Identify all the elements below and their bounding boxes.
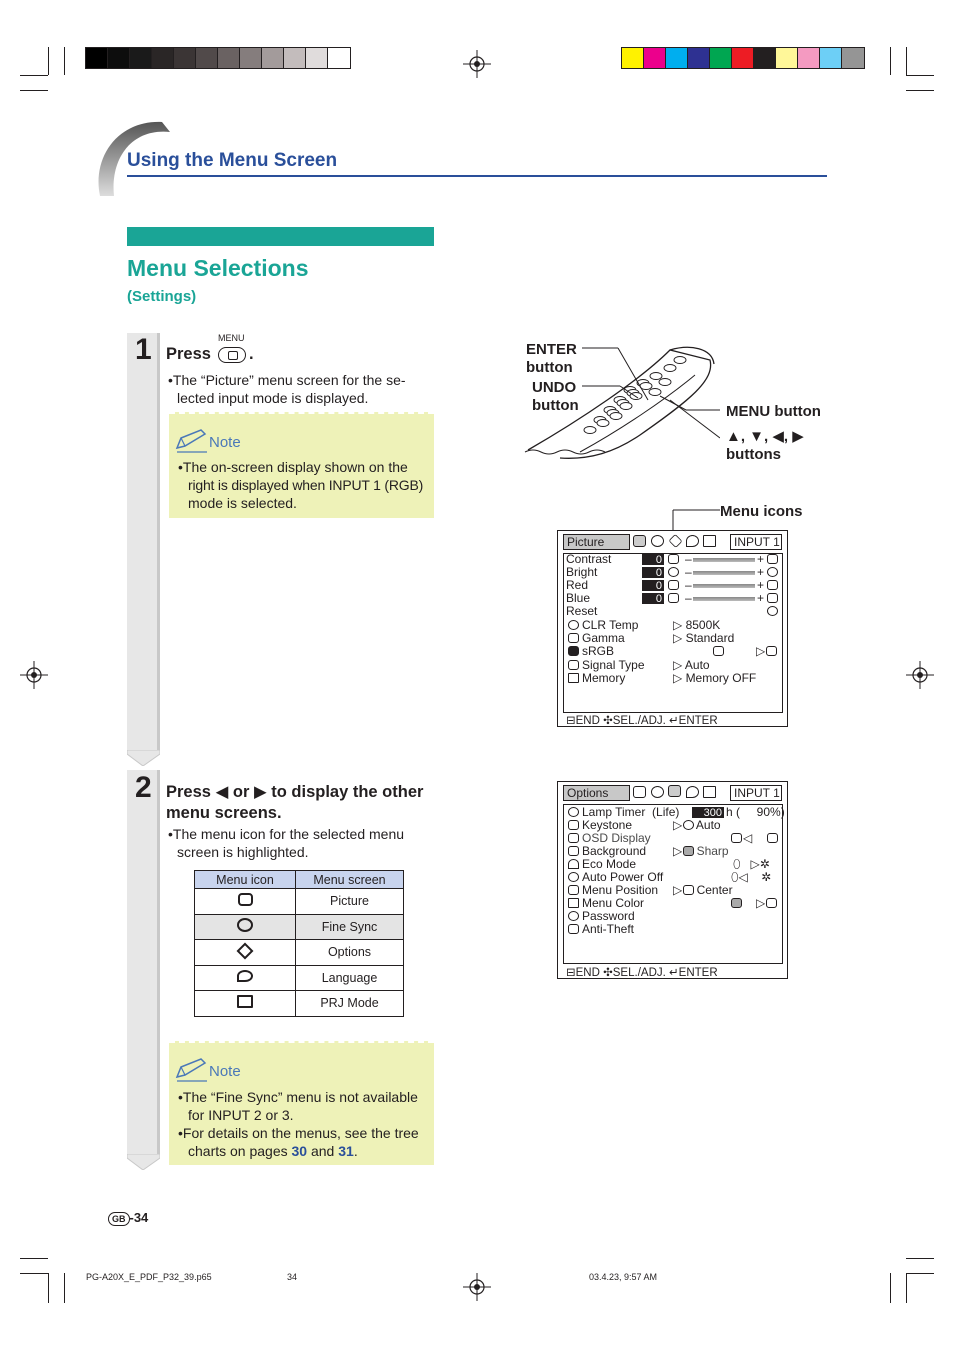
srgb-option-icon [713, 646, 724, 656]
auto-power-off-icon [568, 872, 579, 882]
slider-minus: – [685, 552, 692, 566]
step2-note2-line2 [188, 1142, 358, 1160]
options-menu-icon [195, 940, 296, 966]
step2-number: 2 [135, 771, 152, 804]
menu-button-icon [218, 347, 246, 363]
undo-label-line1: UNDO [532, 379, 577, 396]
options-tab-icon [668, 785, 681, 797]
select-adjust-icon: ✣ [603, 967, 613, 979]
footer-date: 03.4.23, 9:57 AM [589, 1272, 658, 1282]
end-icon: ⊟ [566, 967, 576, 979]
step1-note-line1: •The on-screen display shown on the [178, 459, 408, 475]
osd-item-background: Background [582, 844, 647, 858]
fine-sync-menu-icon [195, 914, 296, 940]
table-row [195, 965, 404, 991]
osd-item-lamp-timer: Lamp Timer (Life) [582, 805, 680, 819]
step1-number: 1 [135, 333, 152, 366]
arrow-buttons-callout [726, 428, 804, 464]
osd-picture-tab: Picture [563, 534, 630, 550]
step2-press-text: Press [166, 783, 211, 801]
menu-color-icon [568, 898, 579, 908]
arrow-buttons-label: buttons [726, 446, 781, 463]
osd-item-bright: Bright [566, 565, 598, 579]
osd-item-srgb: sRGB [582, 644, 615, 658]
srgb-selected-icon [766, 646, 777, 656]
background-value: ▷ Sharp [673, 844, 729, 858]
menu-position-value-text: Center [696, 883, 733, 897]
background-sharp-icon [683, 846, 694, 856]
enter-icon: ↵ [669, 967, 679, 979]
red-plus-icon [767, 580, 778, 590]
page-title: Menu Selections [127, 255, 309, 281]
step2-bullet-line1: •The menu icon for the selected menu [168, 826, 405, 842]
registration-mark-icon [20, 661, 48, 689]
end-icon: ⊟ [566, 715, 576, 727]
arrow-buttons-glyphs: ▲, ▼, ◀, ▶ [726, 428, 804, 445]
prj-mode-tab-icon [703, 786, 716, 798]
slider-plus: + [757, 578, 765, 592]
page-number-text: -34 [129, 1210, 149, 1225]
signal-type-icon [568, 660, 579, 670]
crop-mark [890, 1273, 891, 1303]
srgb-icon [568, 646, 579, 656]
note2-text-end: . [353, 1143, 358, 1159]
crop-mark [906, 1258, 934, 1259]
crop-mark [20, 75, 48, 76]
step2-note1-line2: for INPUT 2 or 3. [188, 1107, 294, 1123]
reset-icon [767, 606, 778, 616]
table-cell-options: Options [296, 940, 404, 966]
grayscale-bar [85, 47, 351, 69]
note2-text-and: and [307, 1143, 339, 1159]
osd-display-on-icon [731, 833, 742, 843]
enter-label-line1: ENTER [526, 341, 577, 358]
crop-mark [20, 90, 48, 91]
bright-minus-icon [668, 567, 679, 577]
menu-color-arrow: ▷ [756, 896, 766, 910]
contrast-value: 0 [642, 554, 664, 565]
menu-button-label: MENU [218, 333, 245, 343]
step1-note-box [169, 412, 434, 518]
step1-column [127, 333, 160, 753]
lamp-timer-value: 300 [692, 807, 724, 818]
picture-tab-icon [633, 786, 646, 798]
osd-picture-screen [557, 530, 788, 727]
step2-heading-line2: menu screens. [166, 804, 282, 822]
picture-menu-icon [195, 889, 296, 915]
crop-mark [906, 47, 907, 75]
osd-item-reset: Reset [566, 604, 598, 618]
page-subtitle: (Settings) [127, 288, 197, 305]
step2-column-arrow [127, 1154, 160, 1170]
slider-plus: + [757, 565, 765, 579]
left-arrow-icon: ◀ [215, 783, 229, 801]
crop-mark [48, 47, 49, 75]
step1-note-line3: mode is selected. [188, 495, 297, 511]
contrast-slider [693, 558, 755, 562]
page-link-31[interactable]: 31 [338, 1143, 354, 1159]
slider-plus: + [757, 552, 765, 566]
step2-column [127, 770, 160, 1156]
bright-slider [693, 571, 755, 575]
crop-mark [20, 1258, 48, 1259]
background-icon [568, 846, 579, 856]
anti-theft-icon [568, 924, 579, 934]
contrast-minus-icon [668, 554, 679, 564]
red-slider [693, 584, 755, 588]
menu-position-value: ▷ Center [673, 883, 733, 897]
right-arrow-icon: ▶ [253, 783, 267, 801]
step2-note-box [169, 1041, 434, 1165]
enter-label-line2: button [526, 359, 573, 376]
step1-period: . [249, 345, 254, 363]
registration-mark-icon [463, 50, 491, 78]
blue-minus-icon [668, 593, 679, 603]
clr-temp-icon [568, 620, 579, 630]
table-header-menu-screen: Menu screen [296, 871, 404, 889]
step2-or-text: or [232, 783, 250, 801]
lamp-timer-icon [568, 807, 579, 817]
crop-mark [890, 47, 891, 75]
footer-sel-text: SEL./ADJ. [612, 715, 666, 727]
eco-mode-options: ⬯ ▷✲ [733, 857, 770, 871]
signal-type-value-text: Auto [684, 658, 710, 672]
page-number [108, 1210, 148, 1226]
note-pencil-icon [175, 1057, 209, 1083]
footer-filename: PG-A20X_E_PDF_P32_39.p65 [86, 1272, 212, 1282]
osd-item-password: Password [582, 909, 635, 923]
gamma-value: ▷ Standard [673, 631, 735, 645]
contrast-plus-icon [767, 554, 778, 564]
crop-mark [48, 1273, 49, 1303]
enter-icon: ↵ [669, 715, 679, 727]
table-header-menu-icon: Menu icon [195, 871, 296, 889]
table-row [195, 914, 404, 940]
prj-mode-tab-icon [703, 535, 716, 547]
table-row [195, 940, 404, 966]
memory-icon [568, 673, 579, 683]
footer-page: 34 [287, 1272, 298, 1282]
osd-options-input: INPUT 1 [730, 785, 782, 801]
title-bar [127, 227, 434, 246]
clr-temp-value: ▷ 8500K [673, 618, 721, 632]
select-adjust-icon: ✣ [603, 715, 613, 727]
fine-sync-tab-icon [651, 535, 664, 547]
menu-color-selected-icon [766, 898, 777, 908]
step1-note-line2: right is displayed when INPUT 1 (RGB) [188, 477, 424, 493]
background-value-text: Sharp [696, 844, 729, 858]
menu-icons-label: Menu icons [720, 503, 803, 520]
crop-mark [906, 1273, 907, 1303]
memory-value: ▷ Memory OFF [673, 671, 757, 685]
language-tab-icon [686, 535, 699, 547]
footer-enter-text: ENTER [678, 967, 718, 979]
step2-note-title: Note [209, 1063, 241, 1080]
menu-position-icon [568, 885, 579, 895]
menu-position-center-icon [683, 885, 694, 895]
slider-plus: + [757, 591, 765, 605]
menu-color-option-icon [731, 898, 742, 908]
osd-options-tab: Options [563, 785, 630, 801]
blue-plus-icon [767, 593, 778, 603]
osd-item-blue: Blue [566, 591, 591, 605]
red-minus-icon [668, 580, 679, 590]
osd-options-screen [557, 781, 788, 979]
step1-note-title: Note [209, 434, 241, 451]
keystone-icon [568, 820, 579, 830]
note-pencil-icon [175, 428, 209, 454]
crop-mark [20, 1273, 48, 1274]
step1-press-text: Press [166, 345, 211, 363]
gamma-value-text: Standard [685, 631, 735, 645]
page-link-30[interactable]: 30 [291, 1143, 308, 1159]
osd-item-memory: Memory [582, 671, 626, 685]
osd-display-icon [568, 833, 579, 843]
blue-value: 0 [642, 593, 664, 604]
table-row [195, 991, 404, 1017]
footer-enter-text: ENTER [678, 715, 718, 727]
options-tab-icon [668, 534, 682, 548]
osd-item-clr-temp: CLR Temp [582, 618, 639, 632]
picture-tab-icon [633, 535, 646, 547]
osd-item-auto-power-off: Auto Power Off [582, 870, 664, 884]
step2-heading-line1 [166, 782, 436, 803]
step2-note2-line1: •For details on the menus, see the tree [178, 1125, 419, 1141]
step1-bullet-line2: lected input mode is displayed. [177, 390, 369, 406]
table-row [195, 889, 404, 915]
clr-temp-value-text: 8500K [685, 618, 721, 632]
osd-item-gamma: Gamma [582, 631, 625, 645]
section-rule [127, 175, 827, 177]
osd-item-signal-type: Signal Type [582, 658, 645, 672]
crop-mark [906, 90, 934, 91]
osd-display-off-icon [767, 833, 778, 843]
osd-item-eco-mode: Eco Mode [582, 857, 637, 871]
crop-mark [906, 1273, 934, 1274]
gamma-icon [568, 633, 579, 643]
memory-value-text: Memory OFF [685, 671, 757, 685]
blue-slider [693, 597, 755, 601]
footer-end-text: END [575, 967, 600, 979]
table-cell-prj-mode: PRJ Mode [296, 991, 404, 1017]
osd-item-menu-color: Menu Color [582, 896, 645, 910]
registration-mark-icon [463, 1273, 491, 1301]
table-cell-picture: Picture [296, 889, 404, 915]
section-title: Using the Menu Screen [127, 150, 338, 171]
osd-item-contrast: Contrast [566, 552, 612, 566]
step2-bullet-line2: screen is highlighted. [177, 844, 309, 860]
note2-text-a: charts on pages [188, 1143, 292, 1159]
keystone-auto-icon [683, 820, 694, 830]
footer-sel-text: SEL./ADJ. [612, 967, 666, 979]
step1-column-arrow [127, 750, 160, 766]
slider-minus: – [685, 578, 692, 592]
auto-power-off-options: ⬯◁ ✲ [731, 870, 772, 884]
srgb-arrow: ▷ [756, 644, 766, 658]
crop-mark [64, 1273, 65, 1303]
keystone-value-text: Auto [695, 818, 721, 832]
step2-heading [166, 782, 436, 824]
crop-mark [64, 47, 65, 75]
lamp-timer-unit: h ( 90%) [726, 805, 785, 819]
step1-bullet-line1: •The “Picture” menu screen for the se- [168, 372, 406, 388]
crop-mark [906, 75, 934, 76]
osd-picture-footer [566, 713, 718, 727]
undo-label-line2: button [532, 397, 579, 414]
color-bar [621, 47, 865, 69]
osd-options-footer [566, 965, 718, 979]
fine-sync-tab-icon [651, 786, 664, 798]
slider-minus: – [685, 591, 692, 605]
osd-item-keystone: Keystone [582, 818, 633, 832]
enter-button-label [526, 341, 577, 377]
menu-icon-table [194, 870, 404, 1017]
language-menu-icon [195, 965, 296, 991]
password-icon [568, 911, 579, 921]
footer-end-text: END [575, 715, 600, 727]
osd-item-red: Red [566, 578, 589, 592]
gb-badge: GB [108, 1212, 130, 1226]
red-value: 0 [642, 580, 664, 591]
bright-value: 0 [642, 567, 664, 578]
step2-rest-text: to display the other [271, 783, 424, 801]
signal-type-value: ▷ Auto [673, 658, 710, 672]
osd-item-osd-display: OSD Display [582, 831, 651, 845]
menu-button-callout: MENU button [726, 403, 821, 420]
osd-picture-input: INPUT 1 [730, 534, 782, 550]
slider-minus: – [685, 565, 692, 579]
osd-display-arrow: ◁ [743, 831, 753, 845]
osd-item-menu-position: Menu Position [582, 883, 659, 897]
table-cell-fine-sync: Fine Sync [296, 914, 404, 940]
registration-mark-icon [906, 661, 934, 689]
bright-plus-icon [767, 567, 778, 577]
eco-mode-icon [568, 859, 579, 869]
language-tab-icon [686, 786, 699, 798]
keystone-value: ▷ Auto [673, 818, 721, 832]
osd-item-anti-theft: Anti-Theft [582, 922, 635, 936]
step2-note1-line1: •The “Fine Sync” menu is not available [178, 1089, 418, 1105]
prj-mode-menu-icon [195, 991, 296, 1017]
table-cell-language: Language [296, 965, 404, 991]
undo-button-label [532, 379, 579, 415]
